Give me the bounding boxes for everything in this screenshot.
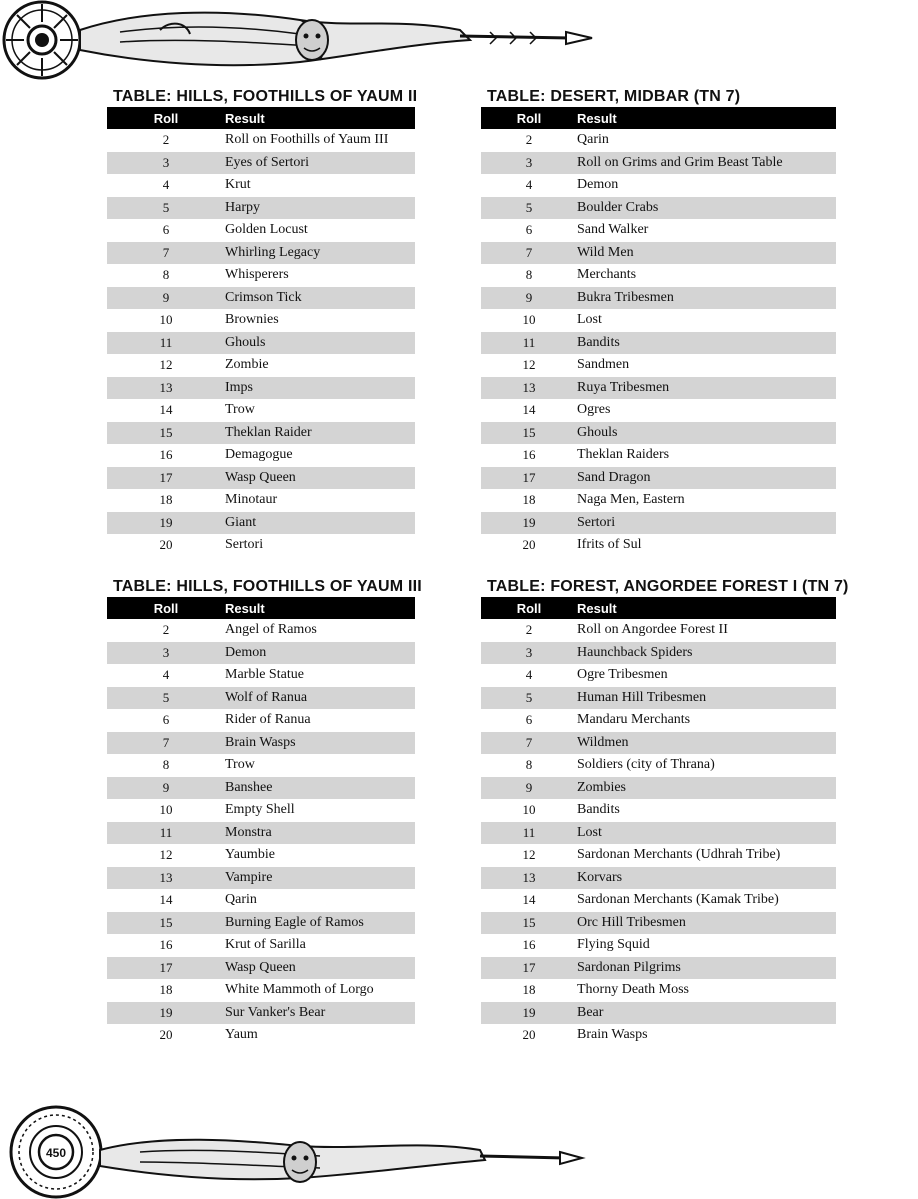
table-row (107, 377, 415, 400)
table-row (107, 399, 415, 422)
table-row (481, 489, 836, 512)
roll-cell: 13 (522, 379, 536, 395)
result-cell: Thorny Death Moss (577, 982, 689, 998)
table-row (107, 934, 415, 957)
roll-cell: 18 (522, 982, 536, 998)
table-title: TABLE: DESERT, MIDBAR (TN 7) (487, 88, 741, 105)
table-header (107, 597, 415, 619)
table-row (481, 957, 836, 980)
roll-cell: 10 (522, 802, 536, 818)
roll-cell: 16 (522, 937, 536, 953)
table-row (481, 709, 836, 732)
table-row (481, 197, 836, 220)
result-cell: Bukra Tribesmen (577, 289, 674, 305)
table-row (107, 242, 415, 265)
result-cell: Ogre Tribesmen (577, 667, 668, 683)
roll-cell: 13 (159, 869, 173, 885)
table-row (107, 687, 415, 710)
result-cell: Harpy (225, 199, 260, 215)
table-row (107, 642, 415, 665)
result-column-header: Result (225, 110, 265, 126)
table-row (107, 219, 415, 242)
table-row (481, 264, 836, 287)
table-body (481, 129, 836, 557)
roll-cell: 17 (522, 469, 536, 485)
table-row (107, 889, 415, 912)
result-cell: Bear (577, 1004, 604, 1020)
roll-cell: 4 (162, 177, 170, 193)
table-row (481, 152, 836, 175)
result-cell: Roll on Grims and Grim Beast Table (577, 154, 783, 170)
roll-cell: 9 (162, 779, 170, 795)
result-cell: Sardonan Merchants (Kamak Tribe) (577, 892, 779, 908)
roll-cell: 6 (162, 712, 170, 728)
table-row (107, 354, 415, 377)
table-row (107, 1002, 415, 1025)
result-cell: Theklan Raiders (577, 447, 670, 463)
table-body (107, 129, 415, 557)
result-cell: Ifrits of Sul (577, 537, 642, 553)
result-cell: Brain Wasps (225, 734, 296, 750)
table-row (107, 957, 415, 980)
table-row (107, 777, 415, 800)
table-desert-midbar (481, 87, 836, 557)
result-cell: Sertori (577, 514, 616, 530)
table-row (481, 242, 836, 265)
roll-cell: 19 (159, 1004, 173, 1020)
roll-cell: 2 (525, 132, 533, 148)
result-cell: Banshee (225, 779, 273, 795)
roll-cell: 14 (522, 892, 536, 908)
roll-cell: 14 (159, 892, 173, 908)
result-cell: Mandaru Merchants (577, 712, 691, 728)
roll-cell: 5 (525, 689, 533, 705)
result-cell: Merchants (577, 267, 637, 283)
table-row (107, 912, 415, 935)
result-cell: Flying Squid (577, 937, 650, 953)
result-column-header: Result (225, 600, 265, 616)
result-cell: Zombies (577, 779, 626, 795)
table-row (107, 174, 415, 197)
result-cell: Qarin (577, 132, 609, 148)
roll-cell: 20 (159, 537, 173, 553)
result-cell: Sertori (225, 537, 264, 553)
result-cell: Brownies (225, 312, 279, 328)
roll-cell: 2 (162, 132, 170, 148)
roll-cell: 11 (522, 824, 536, 840)
table-row (107, 332, 415, 355)
roll-cell: 15 (522, 424, 536, 440)
table-row (107, 512, 415, 535)
roll-cell: 9 (162, 289, 170, 305)
roll-cell: 10 (159, 802, 173, 818)
roll-cell: 8 (162, 267, 170, 283)
table-row (107, 309, 415, 332)
roll-cell: 20 (522, 1027, 536, 1043)
creature-illustration (80, 13, 470, 66)
table-row (481, 642, 836, 665)
spear-icon (480, 1152, 582, 1164)
table-row (107, 422, 415, 445)
table-row (107, 534, 415, 557)
roll-cell: 6 (525, 712, 533, 728)
roll-cell: 14 (159, 402, 173, 418)
table-row (107, 664, 415, 687)
result-cell: Bandits (577, 334, 620, 350)
table-hills-foothills-yaum-iii (107, 577, 422, 1047)
roll-cell: 11 (159, 334, 173, 350)
table-row (107, 152, 415, 175)
page-number: 450 (45, 1146, 67, 1160)
roll-cell: 19 (522, 1004, 536, 1020)
roll-cell: 2 (525, 622, 533, 638)
roll-cell: 3 (162, 154, 170, 170)
roll-cell: 3 (162, 644, 170, 660)
result-column-header: Result (577, 600, 617, 616)
result-cell: Demon (577, 177, 619, 193)
table-row (481, 912, 836, 935)
table-header (481, 107, 836, 129)
roll-cell: 15 (522, 914, 536, 930)
result-cell: Giant (225, 514, 257, 530)
table-row (107, 979, 415, 1002)
table-body (481, 619, 836, 1047)
result-cell: Bandits (577, 802, 620, 818)
result-cell: Wasp Queen (225, 469, 296, 485)
result-cell: Imps (225, 379, 253, 395)
table-forest-angordee-forest-i (481, 577, 849, 1047)
result-cell: Haunchback Spiders (577, 644, 693, 660)
table-row (107, 1024, 415, 1047)
result-cell: Ghouls (577, 424, 618, 440)
result-cell: Demagogue (225, 447, 293, 463)
roll-cell: 4 (525, 667, 533, 683)
result-cell: Crimson Tick (225, 289, 302, 305)
table-row (107, 129, 415, 152)
roll-cell: 3 (525, 644, 533, 660)
table-title: TABLE: HILLS, FOOTHILLS OF YAUM III (113, 578, 422, 595)
spear-icon (460, 32, 592, 44)
table-row (481, 444, 836, 467)
result-cell: Human Hill Tribesmen (577, 689, 707, 705)
table-row (481, 512, 836, 535)
table-row (107, 844, 415, 867)
roll-column-header: Roll (153, 600, 179, 616)
table-row (481, 687, 836, 710)
result-cell: Rider of Ranua (225, 712, 311, 728)
result-cell: Demon (225, 644, 267, 660)
result-cell: Sand Dragon (577, 469, 651, 485)
result-cell: Roll on Angordee Forest II (577, 622, 728, 638)
roll-cell: 11 (159, 824, 173, 840)
roll-cell: 16 (159, 937, 173, 953)
roll-cell: 13 (159, 379, 173, 395)
table-row (481, 619, 836, 642)
table-row (107, 867, 415, 890)
result-cell: Sand Walker (577, 222, 649, 238)
table-row (481, 309, 836, 332)
roll-cell: 6 (525, 222, 533, 238)
result-cell: Eyes of Sertori (225, 154, 309, 170)
roll-cell: 17 (159, 469, 173, 485)
table-row (481, 889, 836, 912)
result-cell: Krut (225, 177, 251, 193)
result-cell: Angel of Ramos (225, 622, 317, 638)
table-row (481, 1024, 836, 1047)
table-row (107, 732, 415, 755)
result-cell: Wasp Queen (225, 959, 296, 975)
roll-column-header: Roll (153, 110, 179, 126)
table-row (107, 709, 415, 732)
creature-illustration (100, 1140, 485, 1182)
result-cell: Wildmen (577, 734, 629, 750)
table-row (481, 934, 836, 957)
result-cell: Yaumbie (225, 847, 275, 863)
table-row (481, 534, 836, 557)
result-cell: Burning Eagle of Ramos (225, 914, 364, 930)
table-row (107, 799, 415, 822)
roll-cell: 9 (525, 289, 533, 305)
roll-cell: 17 (159, 959, 173, 975)
roll-cell: 10 (522, 312, 536, 328)
roll-cell: 9 (525, 779, 533, 795)
roll-column-header: Roll (516, 110, 542, 126)
table-row (481, 422, 836, 445)
roll-cell: 18 (522, 492, 536, 508)
roll-cell: 16 (159, 447, 173, 463)
bottom-decorative-banner (0, 1100, 600, 1199)
result-cell: Marble Statue (225, 667, 304, 683)
table-row (481, 332, 836, 355)
roll-cell: 5 (525, 199, 533, 215)
result-cell: Empty Shell (225, 802, 295, 818)
table-row (481, 129, 836, 152)
result-cell: Sardonan Pilgrims (577, 959, 681, 975)
result-cell: Theklan Raider (225, 424, 312, 440)
result-cell: Brain Wasps (577, 1027, 648, 1043)
table-row (107, 444, 415, 467)
table-row (107, 619, 415, 642)
result-cell: Wild Men (577, 244, 634, 260)
roll-cell: 18 (159, 492, 173, 508)
result-cell: Yaum (225, 1027, 258, 1043)
roll-cell: 13 (522, 869, 536, 885)
result-cell: Monstra (225, 824, 272, 840)
result-cell: Qarin (225, 892, 257, 908)
result-cell: Trow (225, 402, 255, 418)
roll-cell: 5 (162, 689, 170, 705)
table-row (481, 467, 836, 490)
table-row (481, 354, 836, 377)
table-row (481, 732, 836, 755)
result-cell: Vampire (225, 869, 273, 885)
table-row (107, 822, 415, 845)
top-decorative-banner (0, 0, 600, 82)
roll-cell: 12 (522, 847, 536, 863)
roll-cell: 15 (159, 424, 173, 440)
roll-cell: 19 (159, 514, 173, 530)
table-row (107, 489, 415, 512)
roll-cell: 7 (525, 734, 533, 750)
table-row (481, 754, 836, 777)
roll-cell: 11 (522, 334, 536, 350)
table-row (481, 844, 836, 867)
result-cell: Soldiers (city of Thrana) (577, 757, 715, 773)
result-cell: Boulder Crabs (577, 199, 659, 215)
result-cell: White Mammoth of Lorgo (225, 982, 374, 998)
roll-cell: 12 (522, 357, 536, 373)
roll-cell: 10 (159, 312, 173, 328)
roll-cell: 7 (525, 244, 533, 260)
roll-column-header: Roll (516, 600, 542, 616)
roll-cell: 19 (522, 514, 536, 530)
result-cell: Roll on Foothills of Yaum III (225, 132, 389, 148)
result-cell: Sandmen (577, 357, 630, 373)
result-cell: Ghouls (225, 334, 266, 350)
result-cell: Zombie (225, 357, 269, 373)
table-row (481, 799, 836, 822)
table-row (481, 399, 836, 422)
table-title: TABLE: FOREST, ANGORDEE FOREST I (TN 7) (487, 578, 849, 595)
result-cell: Lost (577, 312, 602, 328)
table-row (481, 219, 836, 242)
result-cell: Krut of Sarilla (225, 937, 306, 953)
table-row (481, 174, 836, 197)
roll-cell: 14 (522, 402, 536, 418)
table-row (107, 287, 415, 310)
roll-cell: 15 (159, 914, 173, 930)
roll-cell: 4 (162, 667, 170, 683)
table-title: TABLE: HILLS, FOOTHILLS OF YAUM II (113, 88, 418, 105)
roll-cell: 4 (525, 177, 533, 193)
roll-cell: 20 (159, 1027, 173, 1043)
table-row (107, 754, 415, 777)
table-row (107, 197, 415, 220)
result-cell: Naga Men, Eastern (577, 492, 685, 508)
result-cell: Sur Vanker's Bear (225, 1004, 326, 1020)
roll-cell: 3 (525, 154, 533, 170)
roll-cell: 18 (159, 982, 173, 998)
table-hills-foothills-yaum-ii (107, 87, 418, 557)
table-header (481, 597, 836, 619)
result-cell: Lost (577, 824, 602, 840)
roll-cell: 7 (162, 244, 170, 260)
roll-cell: 12 (159, 847, 173, 863)
result-cell: Trow (225, 757, 255, 773)
result-cell: Sardonan Merchants (Udhrah Tribe) (577, 847, 781, 863)
result-cell: Orc Hill Tribesmen (577, 914, 686, 930)
result-cell: Korvars (577, 869, 623, 885)
table-row (481, 377, 836, 400)
roll-cell: 20 (522, 537, 536, 553)
result-cell: Wolf of Ranua (225, 689, 308, 705)
result-cell: Golden Locust (225, 222, 308, 238)
roll-cell: 17 (522, 959, 536, 975)
table-row (481, 822, 836, 845)
roll-cell: 16 (522, 447, 536, 463)
table-row (107, 467, 415, 490)
table-row (481, 777, 836, 800)
result-cell: Minotaur (225, 492, 278, 508)
roll-cell: 8 (525, 757, 533, 773)
result-column-header: Result (577, 110, 617, 126)
roll-cell: 8 (162, 757, 170, 773)
sun-shield-icon (4, 2, 80, 78)
roll-cell: 6 (162, 222, 170, 238)
roll-cell: 2 (162, 622, 170, 638)
roll-cell: 12 (159, 357, 173, 373)
table-row (481, 1002, 836, 1025)
table-row (481, 979, 836, 1002)
roll-cell: 5 (162, 199, 170, 215)
table-row (481, 287, 836, 310)
table-header (107, 107, 415, 129)
table-body (107, 619, 415, 1047)
table-row (481, 664, 836, 687)
result-cell: Whisperers (225, 267, 289, 283)
result-cell: Whirling Legacy (225, 244, 321, 260)
roll-cell: 7 (162, 734, 170, 750)
result-cell: Ogres (577, 402, 611, 418)
table-row (107, 264, 415, 287)
table-row (481, 867, 836, 890)
roll-cell: 8 (525, 267, 533, 283)
result-cell: Ruya Tribesmen (577, 379, 670, 395)
